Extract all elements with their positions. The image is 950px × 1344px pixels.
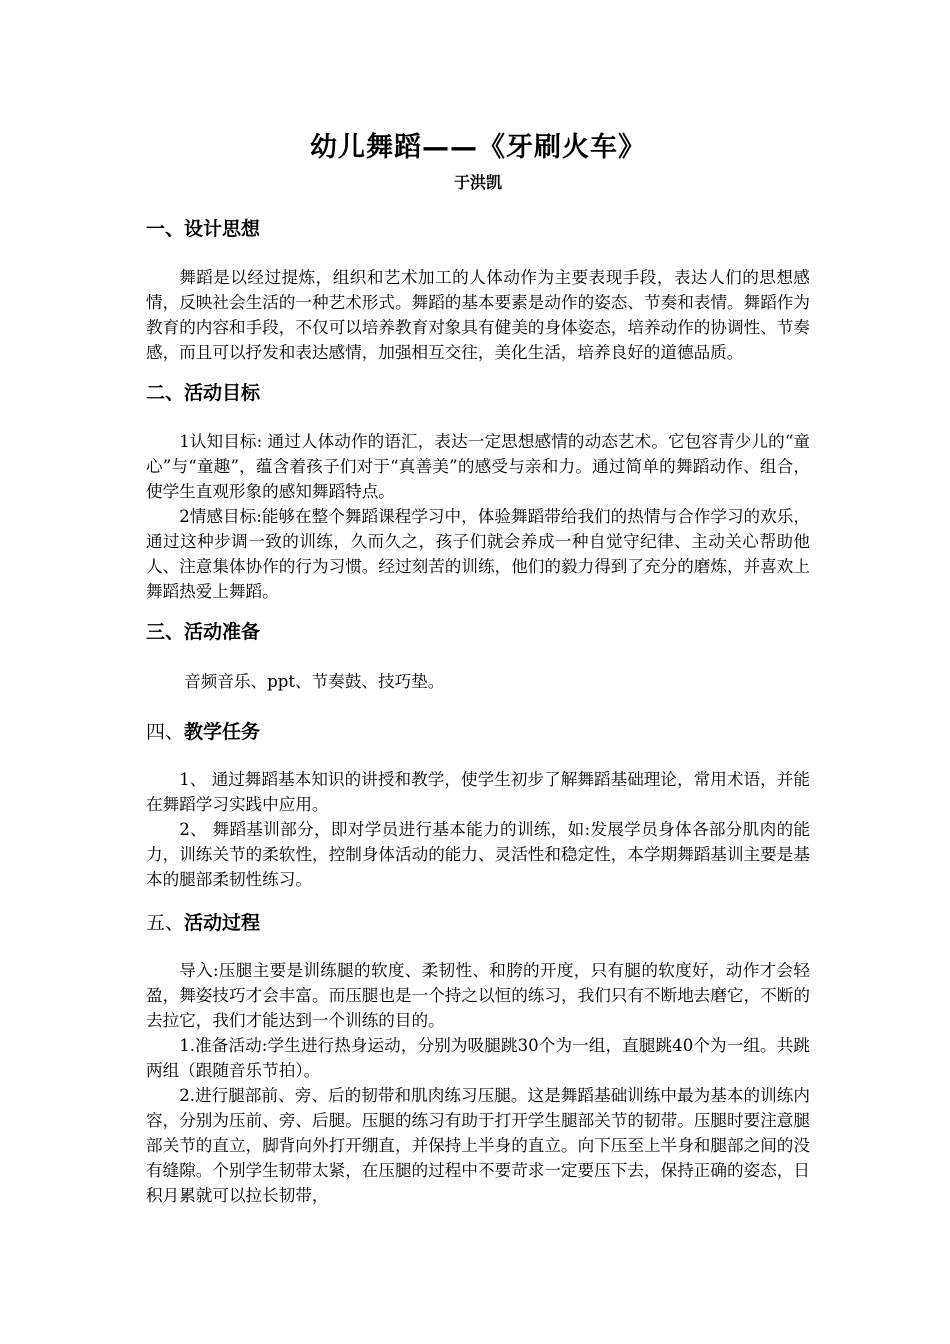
section-heading-activity-goals: 二、活动目标: [146, 382, 261, 404]
section-title: 活动过程: [184, 912, 261, 934]
paragraph: 音频音乐、ppt、节奏鼓、技巧垫。: [184, 672, 445, 691]
section-heading-activity-process: [146, 909, 810, 937]
paragraph: 1.准备活动:学生进行热身运动，分别为吸腿跳30个为一组，直腿跳40个为一组。共跳两组（跟随音乐节拍）。: [146, 1036, 810, 1080]
section-title: 教学任务: [184, 721, 261, 743]
paragraph: 2情感目标:能够在整个舞蹈课程学习中，体验舞蹈带给我们的热情与合作学习的欢乐，通过这种步调一致的训练，久而久之，孩子们就会养成一种自觉守纪律、主动关心帮助他人、注意集体协作的行为习惯。经过刻苦的训练，他们的毅力得到了充分的磨炼，并喜欢上舞蹈热爱上舞蹈。: [146, 507, 810, 601]
paragraph: 导入:压腿主要是训练腿的软度、柔韧性、和胯的开度，只有腿的软度好，动作才会轻盈，舞姿技巧才会丰富。而压腿也是一个持之以恒的练习，我们只有不断地去磨它，不断的去拉它，我们才能达到一个训练的目的。: [146, 961, 810, 1030]
section-number: 四、: [146, 721, 185, 743]
paragraph: 1认知目标: 通过人体动作的语汇，表达一定思想感情的动态艺术。它包容青少儿的“童心”与“童趣”，蕴含着孩子们对于“真善美”的感受与亲和力。通过简单的舞蹈动作、组合，使学生直观形象的感知舞蹈特点。: [146, 432, 810, 501]
document-page: [146, 128, 810, 1208]
paragraph: 舞蹈是以经过提炼，组织和艺术加工的人体动作为主要表现手段，表达人们的思想感情，反映社会生活的一种艺术形式。舞蹈的基本要素是动作的姿态、节奏和表情。舞蹈作为教育的内容和手段，不仅可以培养教育对象具有健美的身体姿态，培养动作的协调性、节奏感，而且可以抒发和表达感情，加强相互交往，美化生活，培养良好的道德品质。: [146, 268, 810, 362]
author-name: 于洪凯: [453, 173, 502, 192]
paragraph: 1、 通过舞蹈基本知识的讲授和教学，使学生初步了解舞蹈基础理论，常用术语，并能在舞蹈学习实践中应用。: [146, 770, 810, 814]
section-heading-teaching-tasks: [146, 718, 810, 746]
section-heading-design-idea: 一、设计思想: [146, 218, 261, 240]
document-title: 幼儿舞蹈——《牙刷火车》: [310, 132, 646, 163]
paragraph: 2、 舞蹈基训部分，即对学员进行基本能力的训练，如:发展学员身体各部分肌肉的能力，训练关节的柔软性，控制身体活动的能力、灵活性和稳定性，本学期舞蹈基训主要是基本的腿部柔韧性练习。: [146, 820, 810, 889]
section-number: 五、: [146, 912, 185, 934]
paragraph: 2.进行腿部前、旁、后的韧带和肌肉练习压腿。这是舞蹈基础训练中最为基本的训练内容，分别为压前、旁、后腿。压腿的练习有助于打开学生腿部关节的韧带。压腿时要注意腿部关节的直立，脚背向外打开绷直，并保持上半身的直立。向下压至上半身和腿部之间的没有缝隙。个别学生韧带太紧，在压腿的过程中不要苛求一定要压下去，保持正确的姿态，日积月累就可以拉长韧带，: [146, 1086, 810, 1205]
section-heading-activity-preparation: 三、活动准备: [146, 621, 261, 643]
